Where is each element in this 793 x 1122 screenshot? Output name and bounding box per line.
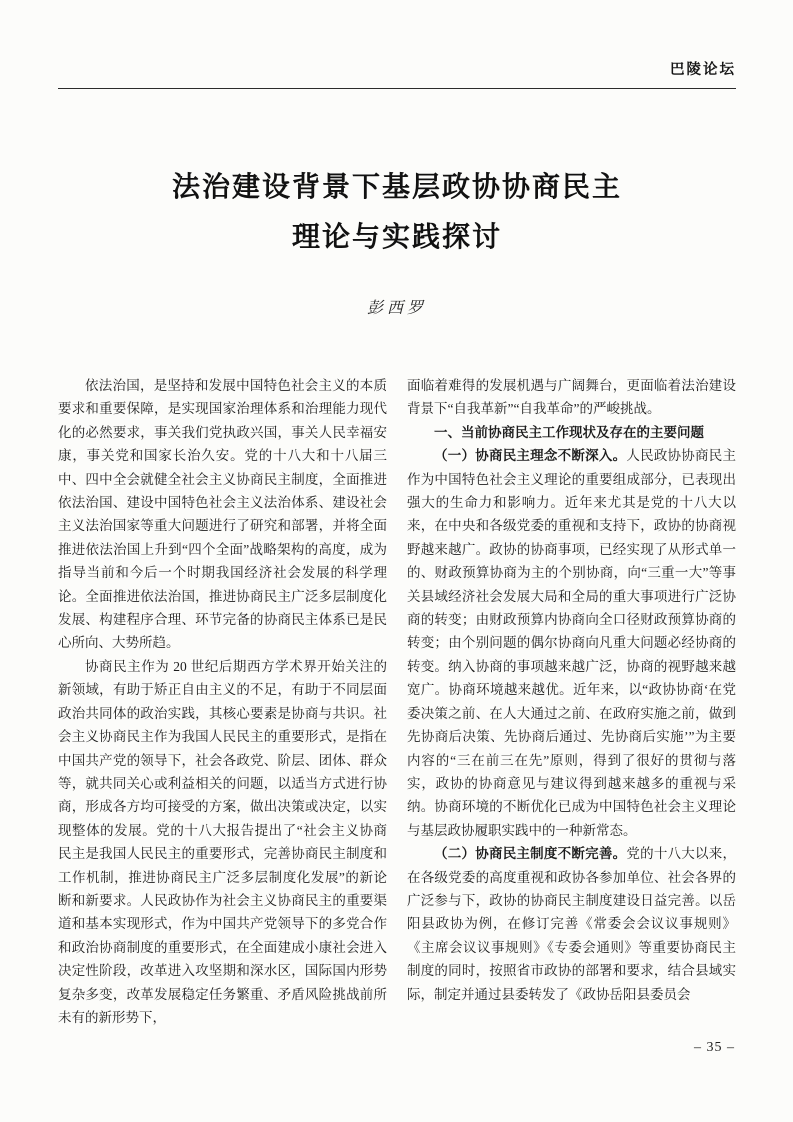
article-title (58, 163, 736, 263)
article-title-line1: 法治建设背景下基层政协协商民主 (171, 172, 622, 203)
article-title-line2: 理论与实践探讨 (291, 222, 502, 253)
page-number: – 35 – (694, 1040, 735, 1055)
paragraph-intro: 依法治国，是坚持和发展中国特色社会主义的本质要求和重要保障，是实现国家治理体系和治理能力现代化的必然要求，事关我们党执政兴国，事关人民幸福安康，事关党和国家长治久安。党的十八大和十八届三中、四中全会就健全社会主义协商民主制度，全面推进依法治国、建设中国特色社会主义法治体系、建设社会主义法治国家等重大问题进行了研究和部署，并将全面推进依法治国上升到“四个全面”战略架构的高度，成为指导当前和今后一个时期我国经济社会发展的科学理论。全面推进依法治国，推进协商民主广泛多层制度化发展、构建程序合理、环节完备的协商民主体系已是民心所向、大势所趋。 (58, 378, 387, 651)
page-header (58, 58, 736, 89)
subsection-1-lead: （一）协商民主理念不断深入。 (434, 448, 627, 464)
section-heading-1: 一、当前协商民主工作现状及存在的主要问题 (434, 424, 704, 440)
paragraph-subsection-2 (407, 842, 736, 1006)
paragraph-subsection-1 (407, 444, 736, 842)
page-footer (694, 1040, 735, 1056)
paragraph-background: 协商民主作为 20 世纪后期西方学术界开始关注的新领域，有助于矫正自由主义的不足，有助于不同层面政治共同体的政治实践，其核心要素是协商与共识。社会主义协商民主作为我国人民民主的重要形式，是指在中国共产党的领导下，社会各政党、阶层、团体、群众等，就共同关心或利益相关的问题，以适当方式进行协商，形成各方均可接受的方案，做出决策或决定，以实现整体的发展。党的十八大报告提出了“社会主义协商民主是我国人民民主的重要形式，完善协商民主制度和工作机制，推进协商民主广泛多层制度化发展”的新论断和新要求。人民政协作为社会主义协商民主的重要渠道和基本实现形式，作为中国共产党领导下的多党合作和政治协商制度的重要形式，在全面建成小康社会进入决定性阶段，改革进入攻坚期和深水区，国际国内形势复杂多变，改革发展稳定任务繁重、矛盾风险挑战前所未有的新形势下， (58, 658, 387, 1025)
subsection-2-body: 党的十八大以来，在各级党委的高度重视和政协各参加单位、社会各界的广泛参与下，政协的协商民主制度建设日益完善。以岳阳县政协为例，在修订完善《常委会会议议事规则》《主席会议议事规则》《专委会通则》等重要协商民主制度的同时，按照省市政协的部署和要求，结合县域实际，制定并通过县委转发了《政协岳阳县委员会 (407, 846, 737, 1002)
header-rule (58, 88, 736, 89)
subsection-2-lead: （二）协商民主制度不断完善。 (434, 846, 627, 862)
paragraph-continuation: 面临着难得的发展机遇与广阔舞台，更面临着法治建设背景下“自我革新”“自我革命”的严峻挑战。 (407, 378, 736, 417)
subsection-1-body: 人民政协协商民主作为中国特色社会主义理论的重要组成部分，已表现出强大的生命力和影响力。近年来尤其是党的十八大以来，在中央和各级党委的重视和支持下，政协的协商视野越来越广。政协的协商事项，已经实现了从形式单一的、财政预算协商为主的个别协商，向“三重一大”等事关县域经济社会发展大局和全局的重大事项进行广泛协商的转变；由财政预算内协商向全口径财政预算协商的转变；由个别问题的偶尔协商向凡重大问题必经协商的转变。纳入协商的事项越来越广泛，协商的视野越来越宽广。协商环境越来越优。近年来，以“政协协商‘在党委决策之前、在人大通过之前、在政府实施之前，做到先协商后决策、先协商后通过、先协商后实施’”为主要内容的“三在前三在先”原则，得到了很好的贯彻与落实，政协的协商意见与建议得到越来越多的重视与采纳。协商环境的不断优化已成为中国特色社会主义理论与基层政协履职实践中的一种新常态。 (407, 448, 737, 838)
author-name: 彭西罗 (366, 300, 427, 317)
forum-label: 巴陵论坛 (670, 62, 736, 78)
left-column (58, 374, 387, 1029)
body-columns (58, 374, 736, 1029)
right-column (407, 374, 736, 1029)
